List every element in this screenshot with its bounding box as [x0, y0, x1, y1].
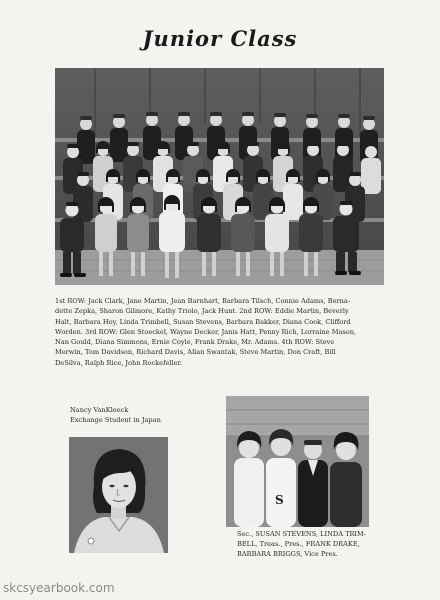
roster-line: Merwin, Tom Davidson, Richard Davis, Allan Swantak, Steve Martin, Don Craft, Bill [55, 348, 336, 357]
roster-line: 1st ROW: Jack Clark, Jane Martin, Jean Barnhart, Barbara Tilsch, Connie Adams, Berna- [55, 297, 351, 305]
class-group-photo [55, 68, 384, 285]
roster-line: DeSilva, Ralph Rice, John Rockefeller. [55, 358, 183, 367]
officers-line: BELL, Treas., Pres., FRANK DRAKE, [237, 539, 360, 548]
exchange-student-caption [70, 406, 180, 425]
page-title: Junior Class [142, 26, 298, 51]
class-roster-caption [55, 296, 385, 368]
roster-line: Nan Gould, Diana Simmons, Ernie Coyle, Frank Drake, Mr. Adams. 4th ROW: Steve [55, 338, 335, 347]
exchange-student-note: Exchange Student in Japan [70, 415, 161, 424]
site-watermark: skcsyearbook.com [3, 581, 115, 595]
exchange-student-portrait [69, 437, 168, 553]
roster-line: dette Zepka, Sharon Gilmore, Kathy Triolo, Jack Hunt. 2nd ROW: Eddie Martin, Beverly [55, 307, 349, 316]
roster-line: Halt, Barbara Hoy, Linda Trimbell, Susan Stevens, Barbara Bakker, Diana Cook, Clifford [55, 317, 351, 326]
officers-caption [237, 530, 372, 559]
exchange-student-name: Nancy VanKleeck [70, 406, 129, 414]
class-officers-photo [226, 396, 369, 527]
svg-text:S: S [275, 493, 284, 507]
officers-line: Sec., SUSAN STEVENS, LINDA TRIM- [237, 530, 367, 538]
roster-line: Worden. 3rd ROW: Glen Stoeckel, Wayne Decker, Janis Hatt, Penny Rich, Lorraine Mason, [55, 327, 357, 336]
officers-line: BARBARA BRIGGS, Vice Pres. [237, 549, 338, 558]
